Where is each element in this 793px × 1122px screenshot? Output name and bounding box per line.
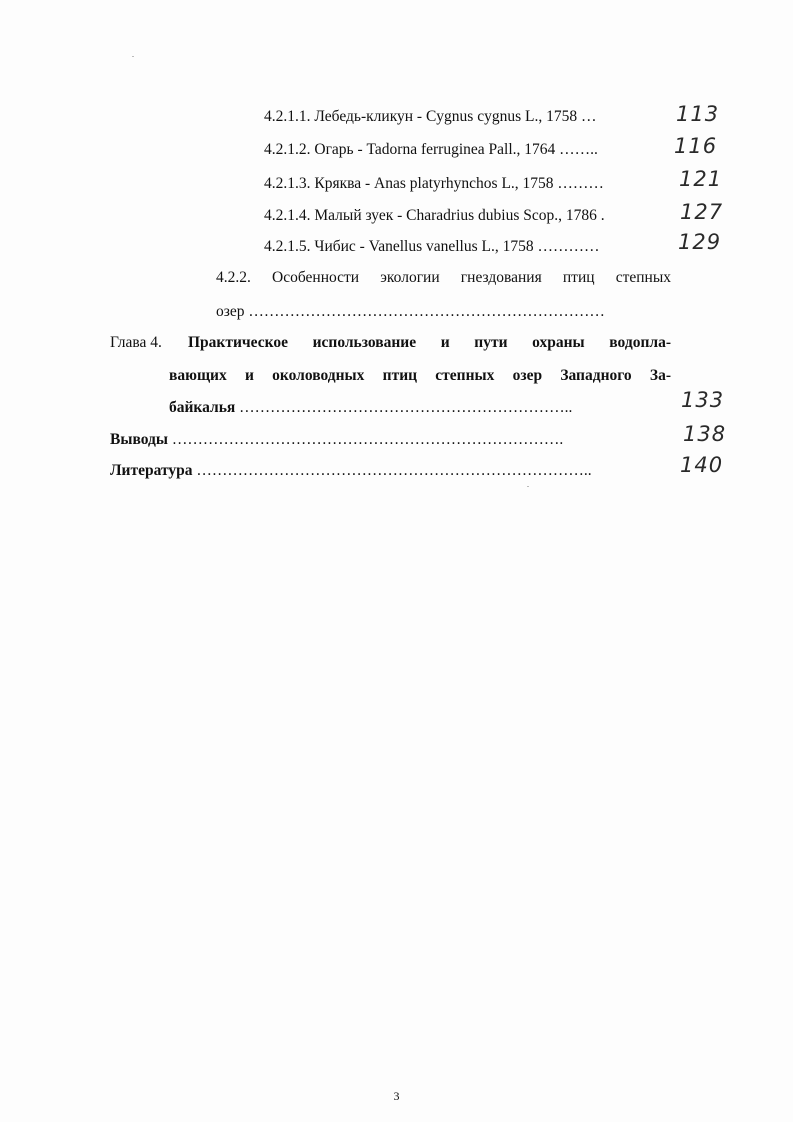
chapter-4-title-line3 bbox=[169, 398, 572, 418]
toc-entry-4-2-1-4: 4.2.1.4. Малый зуек - Charadrius dubius Scop., 1786 . bbox=[264, 207, 605, 224]
toc-entry-4-2-1-5: 4.2.1.5. Чибис - Vanellus vanellus L., 1758 ………… bbox=[264, 238, 600, 255]
handwritten-page-number: 116 bbox=[674, 134, 718, 158]
toc-entry-4-2-2-line1: 4.2.2. Особенности экологии гнездования птиц степных bbox=[216, 269, 671, 286]
conclusions-label: Выводы bbox=[110, 431, 168, 448]
handwritten-page-number: 138 bbox=[683, 422, 727, 446]
chapter-4-prefix: Глава 4. bbox=[110, 334, 162, 351]
conclusions-dots: …………………………………………………………………. bbox=[167, 431, 564, 448]
toc-entry-literature bbox=[110, 461, 592, 481]
handwritten-page-number: 133 bbox=[681, 388, 725, 412]
literature-dots: ………………………………………………………………….. bbox=[192, 462, 592, 479]
chapter-4-title-end: байкалья bbox=[169, 399, 236, 416]
scan-speck bbox=[132, 56, 134, 57]
toc-entry-4-2-1-3: 4.2.1.3. Кряква - Anas platyrhynchos L., 1758 ……… bbox=[264, 175, 604, 192]
handwritten-page-number: 121 bbox=[679, 167, 723, 191]
handwritten-page-number: 129 bbox=[678, 230, 722, 254]
toc-entry-conclusions bbox=[110, 430, 563, 450]
chapter-4-title-line1: Практическое использование и пути охраны водопла- bbox=[188, 334, 671, 351]
handwritten-page-number: 140 bbox=[680, 453, 724, 477]
toc-entry-4-2-1-1: 4.2.1.1. Лебедь-кликун - Cygnus cygnus L., 1758 … bbox=[264, 108, 597, 125]
handwritten-page-number: 127 bbox=[680, 200, 724, 224]
chapter-4-dots: ……………………………………………………….. bbox=[235, 399, 573, 416]
page-number: 3 bbox=[393, 1089, 400, 1103]
literature-label: Литература bbox=[110, 462, 193, 479]
chapter-4-title-line2: вающих и околоводных птиц степных озер Западного За- bbox=[169, 367, 671, 384]
scan-speck bbox=[527, 486, 529, 487]
handwritten-page-number: 113 bbox=[676, 102, 720, 126]
toc-entry-4-2-2-line2: озер …………………………………………………………… bbox=[216, 303, 605, 320]
toc-entry-4-2-1-2: 4.2.1.2. Огарь - Tadorna ferruginea Pall., 1764 …….. bbox=[264, 141, 598, 158]
